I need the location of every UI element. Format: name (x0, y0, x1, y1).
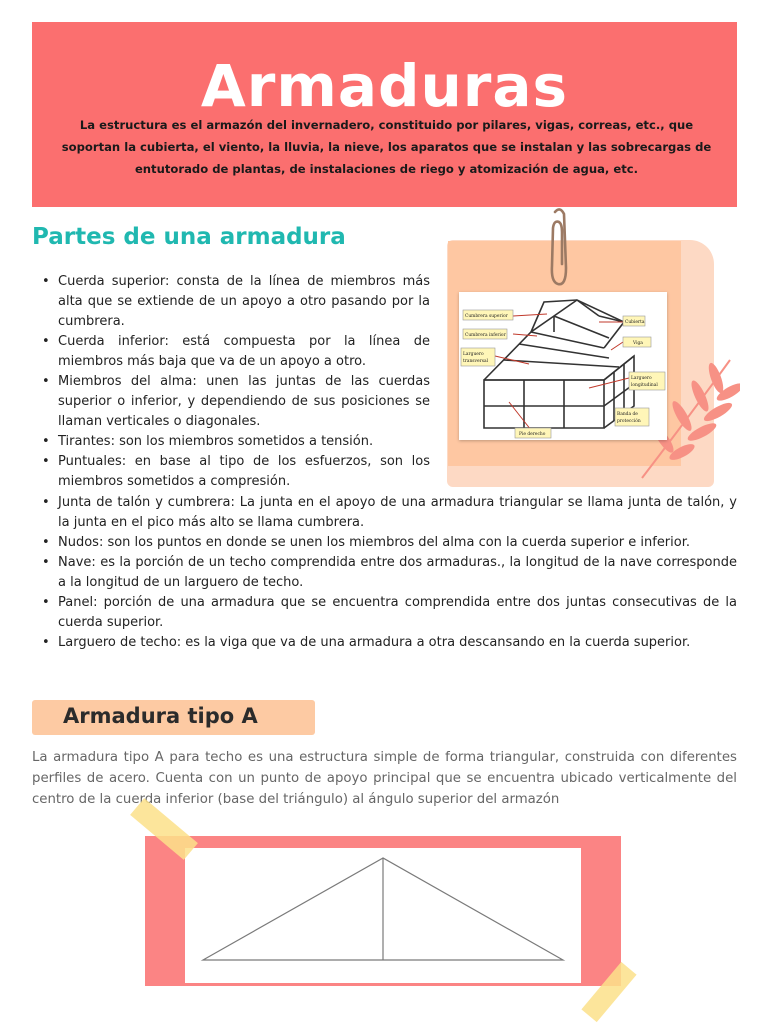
intro-paragraph: La estructura es el armazón del invernadero, constituido por pilares, vigas, correas, etc., que soportan la cubierta, el viento, la lluvia, la nieve, los aparatos que se instalan y las sobrecargas de entutorado de plantas, de instalaciones de riego y atomización de agua, etc. (61, 118, 712, 176)
list-item: • Nudos: son los puntos en donde se unen los miembros del alma con la cuerda superior e inferior. (40, 533, 737, 553)
label-viga: Viga (633, 341, 643, 346)
list-item: • Puntuales: en base al tipo de los esfuerzos, son los miembros sometidos a compresión. (40, 452, 430, 492)
parts-heading: Partes de una armadura (32, 224, 346, 250)
label-banda-1: Banda de (617, 412, 638, 417)
greenhouse-diagram-drawing (459, 292, 667, 440)
list-item: • Nave: es la porción de un techo comprendida entre dos armaduras., la longitud de la nave corresponde a la longitud de un larguero de techo. (40, 553, 737, 593)
label-larguero-longitudinal-1: Larguero (631, 376, 652, 381)
list-item: • Junta de talón y cumbrera: La junta en el apoyo de una armadura triangular se llama junta de talón, y la junta en el pico más alto se llama cumbrera. (40, 493, 737, 533)
truss-type-a-drawing (185, 848, 581, 983)
parts-list-narrow (40, 272, 430, 492)
tipo-a-tag (32, 700, 315, 735)
paperclip-icon (548, 208, 572, 290)
label-cubierta: Cubierta (625, 320, 645, 325)
label-cumbrera-superior: Cumbrera superior (465, 314, 508, 319)
parts-list-wide (40, 493, 737, 653)
list-item: • Cuerda superior: consta de la línea de miembros más alta que se extiende de un apoyo a otro pasando por la cumbrera. (40, 272, 430, 332)
label-larguero-transversal-2: transversal (463, 359, 489, 364)
label-banda-2: protección (617, 419, 641, 424)
label-larguero-transversal-1: Larguero (463, 352, 484, 357)
label-larguero-longitudinal-2: longitudinal (631, 383, 658, 388)
header-banner (32, 22, 737, 207)
page-title: Armaduras (200, 52, 569, 120)
list-item: • Cuerda inferior: está compuesta por la línea de miembros más baja que va de un apoyo a otro. (40, 332, 430, 372)
label-cumbrera-inferior: Cumbrera inferior (465, 333, 506, 338)
tipo-a-description: La armadura tipo A para techo es una estructura simple de forma triangular, construida con diferentes perfiles de acero. Cuenta con un punto de apoyo principal que se encuentra ubicado verticalmente del centro de la cuerda inferior (base del triángulo) al ángulo superior del armazón (32, 750, 737, 807)
list-item: • Tirantes: son los miembros sometidos a tensión. (40, 432, 430, 452)
tipo-a-heading: Armadura tipo A (63, 704, 258, 728)
greenhouse-diagram (459, 292, 667, 440)
list-item: • Larguero de techo: es la viga que va de una armadura a otra descansando en la cuerda superior. (40, 633, 737, 653)
label-pie-derecho: Pie derecho (519, 432, 546, 437)
list-item: • Miembros del alma: unen las juntas de las cuerdas superior o inferior, y dependiendo de sus posiciones se llaman verticales o diagonales. (40, 372, 430, 432)
list-item: • Panel: porción de una armadura que se encuentra comprendida entre dos juntas consecutivas de la cuerda superior. (40, 593, 737, 633)
